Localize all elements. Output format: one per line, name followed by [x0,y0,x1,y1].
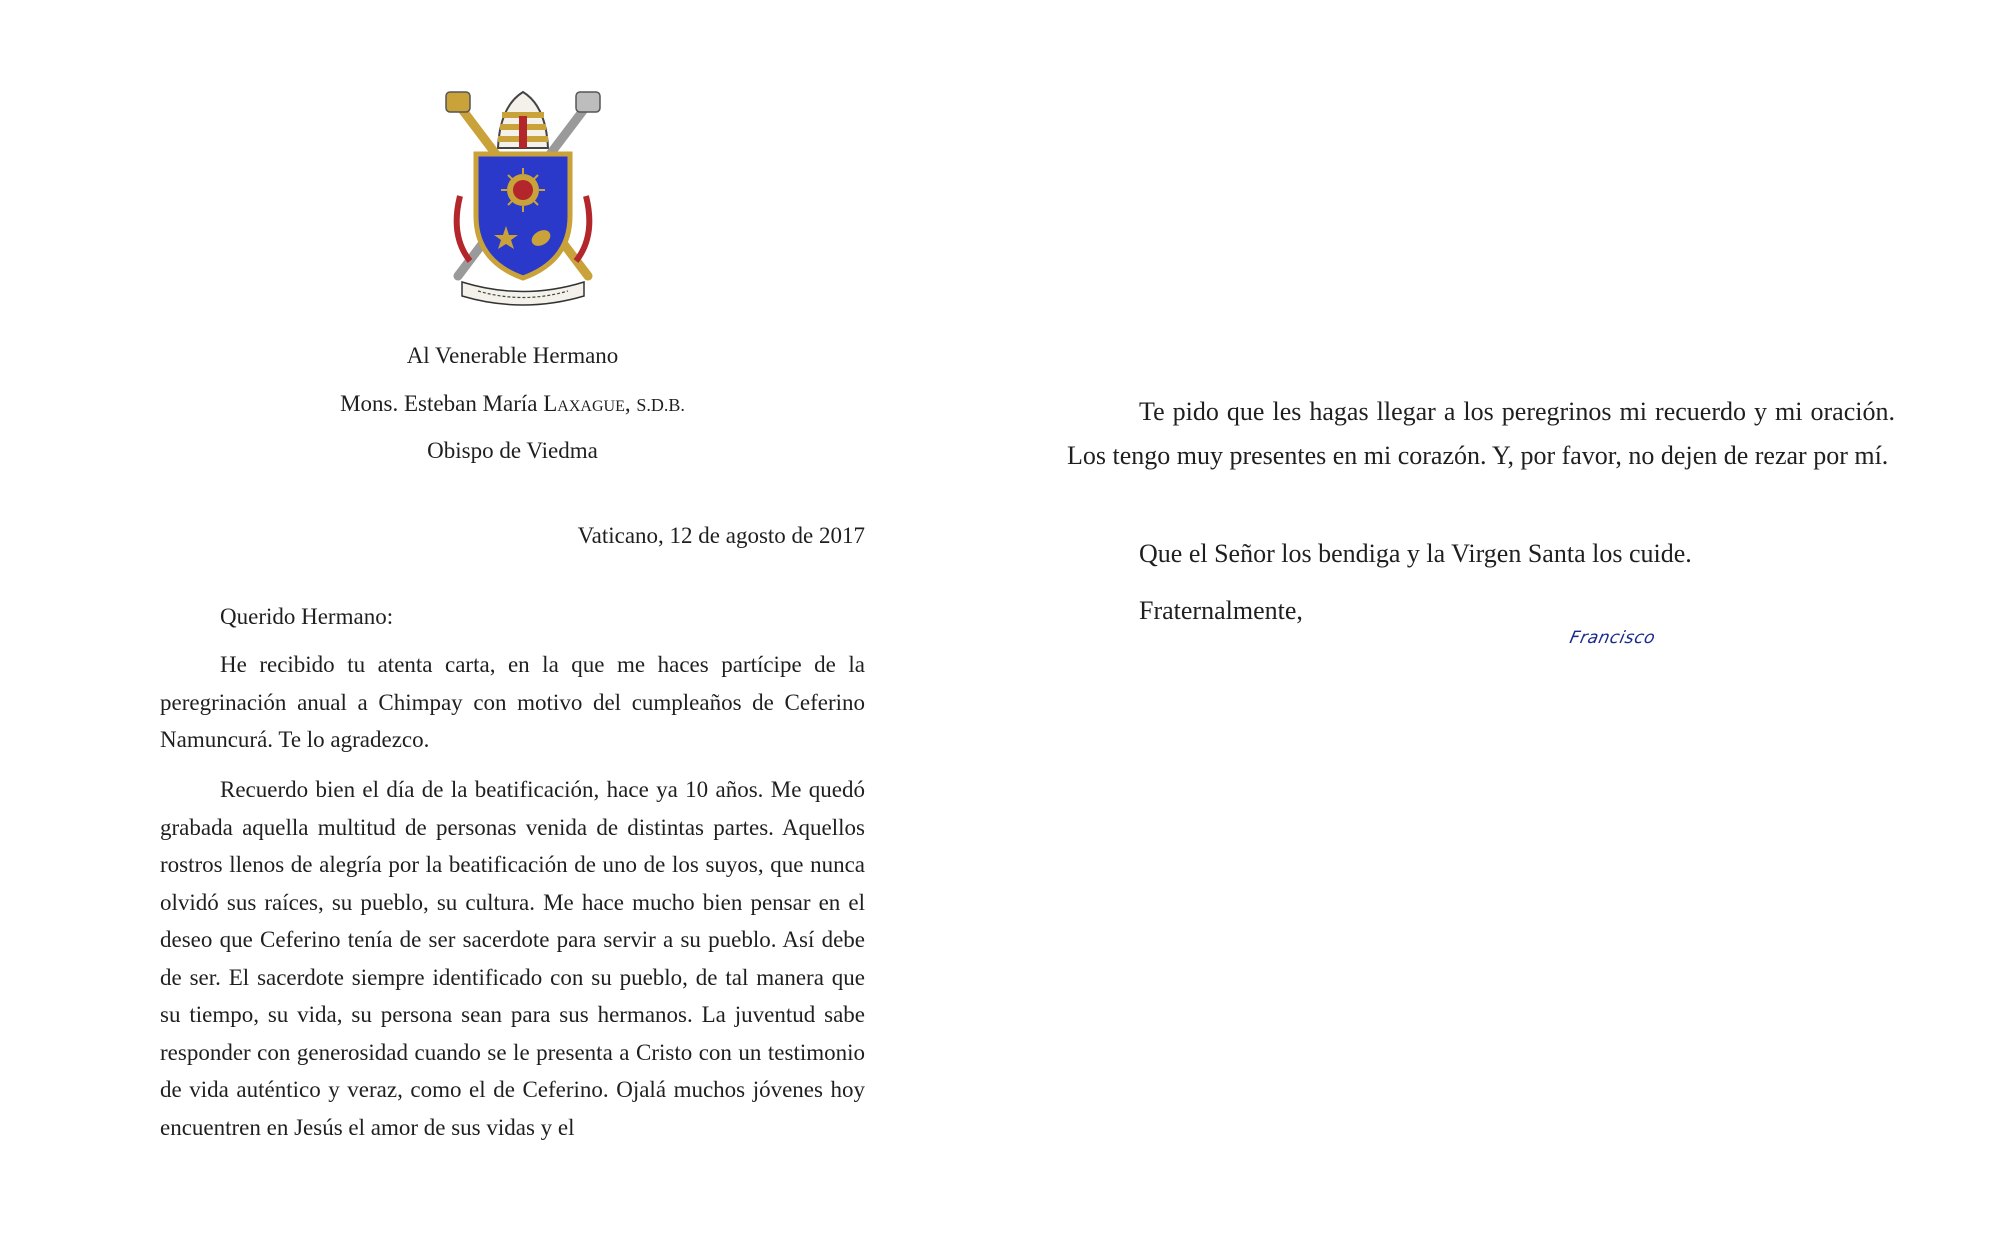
body-paragraph-3: Te pido que les hagas llegar a los peregrinos mi recuerdo y mi oración. Los tengo muy presentes en mi corazón. Y, por favor, no dejen de rezar por mí. [1067,397,1895,470]
recipient-line-2 [160,390,865,419]
papal-coat-of-arms [440,86,606,308]
recipient-line-1: Al Venerable Hermano [406,343,619,368]
body-paragraph-2: Recuerdo bien el día de la beatificación, hace ya 10 años. Me quedó grabada aquella multitud de personas venida de distintas partes. Aquellos rostros llenos de alegría por la beatificación de uno de los suyos, que nunca olvidó sus raíces, su pueblo, su cultura. Me hace mucho bien pensar en el deseo que Ceferino tenía de ser sacerdote para servir a su pueblo. Así debe de ser. El sacerdote siempre identificado con su pueblo, de tal manera que su tiempo, su vida, su persona sean para sus hermanos. La juventud sabe responder con generosidad cuando se le presenta a Cristo con un testimonio de vida auténtico y veraz, como el de Ceferino. Ojalá muchos jóvenes hoy encuentren en Jesús el amor de sus vidas y el [160,777,865,1140]
body-paragraph-1: He recibido tu atenta carta, en la que me haces partícipe de la peregrinación anual a Chimpay con motivo del cumpleaños de Ceferino Namuncurá. Te lo agradezco. [160,652,865,752]
closing: Fraternalmente, [1139,596,1303,625]
letter-date: Vaticano, 12 de agosto de 2017 [577,523,865,548]
letter-page-right [1000,0,2000,1250]
recipient-name: Mons. Esteban María [340,391,538,416]
signature: Francisco [1567,628,1658,648]
salutation: Querido Hermano: [220,604,394,629]
recipient-line-3: Obispo de Viedma [427,438,598,463]
recipient-order: S.D.B. [636,395,685,415]
body-paragraph-4: Que el Señor los bendiga y la Virgen Santa los cuide. [1139,539,1692,568]
recipient-surname: Laxague, [543,391,631,416]
